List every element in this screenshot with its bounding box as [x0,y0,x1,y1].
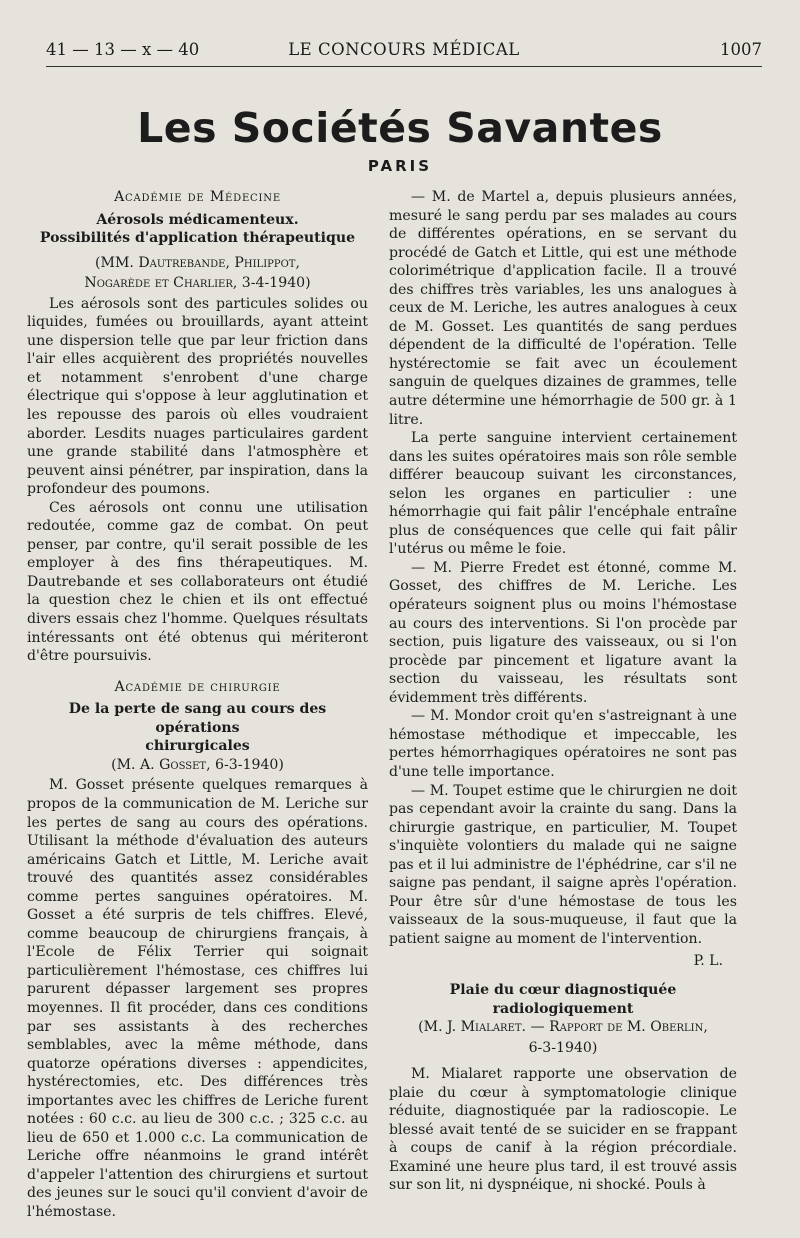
article-title-line: chirurgicales [145,738,250,755]
paragraph: M. Gosset présente quelques remarques à propos de la communication de M. Leriche sur les pertes de sang au cours des opérations. Utilisant la méthode d'évaluation des auteurs américains Gatch et Little, M. Leriche avait trouvé des quantités assez considérables comme pertes sanguines opératoires. M. Gosset a été surpris de tels chiffres. Elevé, comme beaucoup de chirurgiens français, à l'Ecole de Félix Terrier qui soignait particulièrement l'hémostase, ces chiffres lui parurent dépasser largement ses propres moyennes. Il fit procéder, dans ces conditions par ses assistants à des recherches semblables, avec la même méthode, dans quatorze opérations diverses : appendicites, hystérectomies, etc. Des différences très importantes avec les chiffres de Leriche furent notées : 60 c.c. au lieu de 300 c.c. ; 325 c.c. au lieu de 650 et 1.000 c.c. La communication de Leriche offre néanmoins le grand intérêt d'appeler l'attention des chirurgiens et surtout des jeunes sur le souci qu'il convient d'avoir de l'hémostase. [27,777,368,1220]
section-name: Académie de chirurgie [114,678,281,695]
article-authors: 6-3-1940) [528,1039,598,1056]
signature: P. L. [693,953,723,970]
paragraph: — M. Pierre Fredet est étonné, comme M. Gosset, des chiffres de M. Leriche. Les opérateurs soignent plus ou moins l'hémostase au cours des interventions. Si l'on procède par section, puis ligature des vaisseaux, ou si l'on procède par pincement et ligature avant la section du vaisseau, les résultats sont évidemment très différents. [389,559,737,706]
page-subtitle: PARIS [367,157,433,175]
article-authors: Nogarède et Charlier, 3-4-1940) [84,275,311,292]
paragraph: — M. Mondor croit qu'en s'astreignant à une hémostase méthodique et impeccable, les pertes hémorrhagiques opératoires ne sont pas d'une telle importance. [389,708,737,780]
article-title-line: Aérosols médicamenteux. [96,211,299,228]
running-header [46,40,762,67]
paragraph: La perte sanguine intervient certainement dans les suites opératoires mais son rôle semble différer beaucoup suivant les circonstances, selon les organes en particulier : une hémorrhagie qui fait pâlir l'encéphale entraîne plus de conséquences que celle qui fait pâlir l'utérus ou même le foie. [389,430,737,558]
article-title-line: Possibilités d'application thérapeutique [39,230,356,247]
left-column [27,188,368,1222]
article-title-line: De la perte de sang au cours des opérations [68,701,327,736]
section-name: Académie de Médecine [114,189,281,205]
paragraph: — M. de Martel a, depuis plusieurs années, mesuré le sang perdu par ses malades au cours de différentes opérations, en se servant du procédé de Gatch et Little, qui est une méthode colorimétrique d'application facile. Il a trouvé des chiffres très variables, les uns analogues à ceux de M. Leriche, les autres analogues à ceux de M. Gosset. Les quantités de sang perdues dépendent de la difficulté de l'opération. Telle hystérectomie se fait avec un écoulement sanguin de quelques dizaines de grammes, telle autre détermine une hémorrhagie de 500 gr. à 1 litre. [389,189,737,428]
journal-name: LE CONCOURS MÉDICAL [288,40,520,59]
article-authors: (M. A. Gosset, 6-3-1940) [111,756,284,773]
paragraph: M. Mialaret rapporte une observation de plaie du cœur à symptomatologie clinique réduite, diagnostiquée par la radioscopie. Le blessé avait tenté de se suicider en se frappant à coups de canif à la région précordiale. Examiné une heure plus tard, il est trouvé assis sur son lit, ni dyspnéique, ni shocké. Pouls à [389,1066,737,1194]
page-title: Les Sociétés Savantes [137,104,663,152]
paragraph: — M. Toupet estime que le chirurgien ne doit pas cependant avoir la crainte du sang. Dans la chirurgie gastrique, en particulier, M. Toupet s'inquiète volontiers du malade qui ne saigne pas et il lui administre de l'éphédrine, car s'il ne saigne pas pendant, il saigne après l'opération. Pour être sûr d'une hémostase de tous les vaisseaux de la sous-muqueuse, il faut que la patient saigne au moment de l'intervention. [389,782,737,947]
paragraph: Les aérosols sont des particules solides ou liquides, fumées ou brouillards, ayant atteint une dispersion telle que par leur friction dans l'air elles acquièrent des propriétés nouvelles et notamment s'enrobent d'une charge électrique qui s'oppose à leur agglutination et les repousse des parois où elles voudraient aborder. Lesdits nuages particulaires gardent une grande stabilité dans l'atmosphère et peuvent ainsi pénétrer, par inspiration, dans la profondeur des poumons. [27,295,368,498]
page-number: 1007 [720,40,762,59]
paragraph: Ces aérosols ont connu une utilisation redoutée, comme gaz de combat. On peut penser, par contre, qu'il serait possible de les employer à des fins thérapeutiques. M. Dautrebande et ses collaborateurs ont étudié la question chez le chien et ils ont effectué divers essais chez l'homme. Quelques résultats intéressants ont été obtenus qui mériteront d'être poursuivis. [27,499,368,665]
article-authors: (M. J. Mialaret. — Rapport de M. Oberlin, [418,1019,708,1036]
right-column [389,188,737,1195]
article-authors: (MM. Dautrebande, Philippot, [95,254,300,271]
issue-date: 41 — 13 — x — 40 [46,40,200,59]
article-title: Plaie du cœur diagnostiquée radiologiquement [449,981,677,1017]
